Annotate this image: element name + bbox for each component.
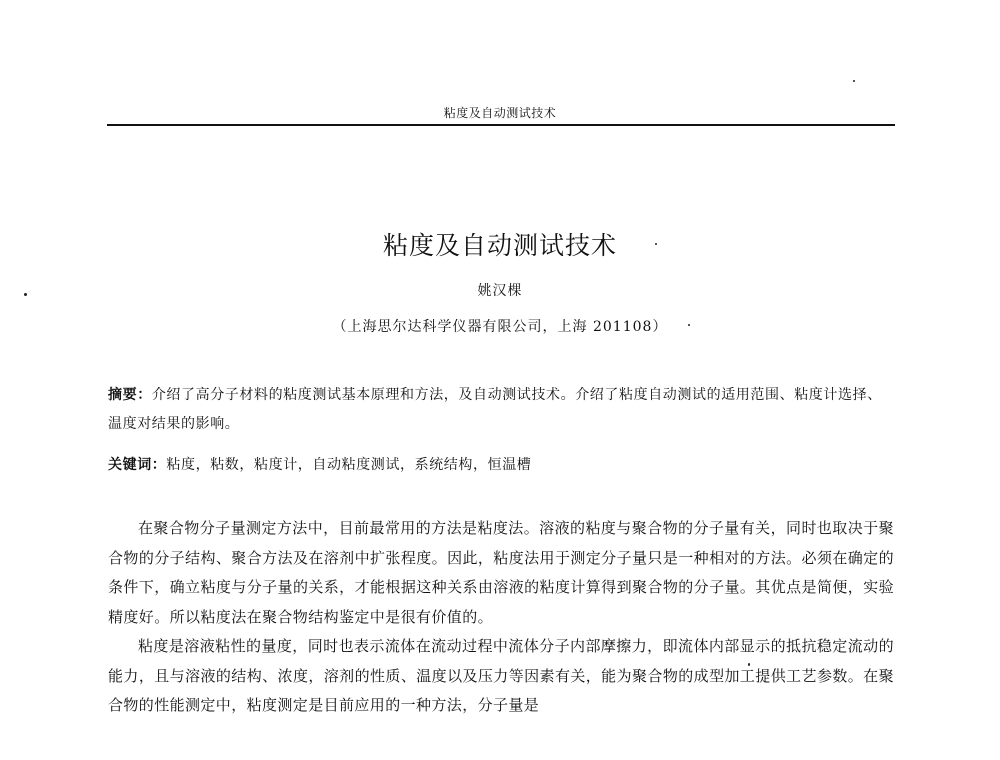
keywords-text: 粘度，粘数，粘度计，自动粘度测试，系统结构，恒温槽: [166, 457, 532, 473]
abstract-text: 介绍了高分子材料的粘度测试基本原理和方法，及自动测试技术。介绍了粘度自动测试的适用范围、粘度计选择、温度对结果的影响。: [108, 387, 882, 432]
running-header: 粘度及自动测试技术: [443, 106, 557, 120]
keywords: [108, 452, 894, 478]
scan-speck: [24, 293, 27, 296]
paragraph: 在聚合物分子量测定方法中，目前最常用的方法是粘度法。溶液的粘度与聚合物的分子量有关，同时也取决于聚合物的分子结构、聚合方法及在溶剂中扩张程度。因此，粘度法用于测定分子量只是一种相对的方法。必须在确定的条件下，确立粘度与分子量的关系，才能根据这种关系由溶液的粘度计算得到聚合物的分子量。其优点是简便，实验精度好。所以粘度法在聚合物结构鉴定中是很有价值的。: [108, 519, 894, 626]
header-rule: [107, 124, 895, 126]
body-text: [108, 514, 894, 721]
abstract: [108, 381, 894, 439]
paragraph: 粘度是溶液粘性的量度，同时也表示流体在流动过程中流体分子内部摩擦力，即流体内部显示的抵抗稳定流动的能力，且与溶液的结构、浓度，溶剂的性质、温度以及压力等因素有关，能为聚合物的成型加工提供工艺参数。在聚合物的性能测定中，粘度测定是目前应用的一种方法，分子量是: [108, 637, 894, 714]
author-name: 姚汉棵: [477, 283, 523, 299]
scan-speck: [748, 663, 750, 666]
scan-speck: [688, 324, 690, 326]
author-affiliation: （上海思尔达科学仪器有限公司，上海 201108）: [332, 319, 668, 335]
scan-speck: [655, 243, 657, 245]
keywords-label: 关键词：: [108, 457, 167, 473]
scan-speck: [853, 80, 855, 82]
paper-title: 粘度及自动测试技术: [382, 231, 617, 260]
abstract-label: 摘要：: [108, 387, 152, 403]
